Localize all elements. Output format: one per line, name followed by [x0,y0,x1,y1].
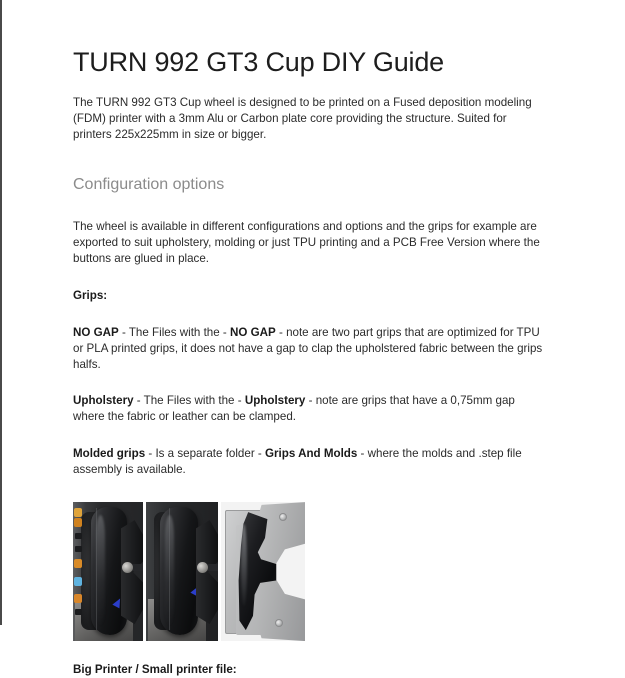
no-gap-rest: - note are two part grips that are optimized for TPU or PLA printed grips, it does not have a gap to clap the upholstered fabric between the grips halfs. [73,325,543,372]
mounting-hub [197,562,208,573]
no-gap-emphasis: NO GAP [230,325,276,339]
paragraph-molded-grips [73,426,545,478]
paragraph-no-gap [73,305,545,374]
button-cap-orange-2 [74,518,82,527]
paragraph-upholstery [73,373,545,425]
cad-grip-highlight [241,524,247,606]
molded-emphasis: Grips And Molds [265,446,358,460]
grip-render-no-gap [73,502,143,641]
button-cap-dark-3 [75,609,82,615]
upholstery-mid: - The Files with the - [133,394,245,408]
configuration-intro-paragraph: The wheel is available in different configurations and options and the grips for example are exported to suit upholstery, molding or just TPU printing and a PCB Free Version where the buttons are glued in place. [73,219,540,266]
section-heading-configuration-options: Configuration options [73,175,225,193]
grips-label [73,267,545,304]
button-cap-dark-2 [75,546,82,552]
upholstery-lead: Upholstery [73,394,134,408]
button-cap-blue [74,577,82,586]
grip-render-upholstery [146,502,218,641]
grip-renders-figure [73,502,305,641]
button-cap-orange-4 [74,594,82,603]
document-body [73,0,545,678]
grip-seam-line [96,508,97,630]
molded-mid: - Is a separate folder - [145,446,265,460]
cad-arm-notch [287,562,305,580]
grip-body [160,507,198,635]
button-cap-orange-1 [74,508,82,517]
upholstery-rest: - note are grips that have a 0,75mm gap where the fabric or leather can be clamped. [73,394,515,424]
intro-paragraph: The TURN 992 GT3 Cup wheel is designed to be printed on a Fused deposition modeling (FDM) printer with a 3mm Alu or Carbon plate core providing the structure. Suited for printers 225x225mm in size or bigger. [73,96,532,142]
grips-label-text: Grips: [73,289,108,303]
button-cap-dark-1 [75,533,82,539]
no-gap-mid: - The Files with the - [118,325,231,339]
mounting-hub [122,562,133,573]
page-left-edge [0,0,2,625]
grip-seam-line [169,508,170,630]
grip-highlight [96,515,105,627]
no-gap-lead: NO GAP [73,325,119,339]
printer-file-label-text: Big Printer / Small printer file: [73,663,237,677]
grip-render-mold-assembly [221,502,305,641]
button-cap-orange-3 [74,559,82,568]
upholstery-emphasis: Upholstery [244,394,306,408]
printer-file-label [73,641,545,678]
page-title: TURN 992 GT3 Cup DIY Guide [73,47,444,77]
molded-rest: - where the molds and .step file assembly is available. [73,446,522,476]
molded-lead: Molded grips [73,446,146,460]
